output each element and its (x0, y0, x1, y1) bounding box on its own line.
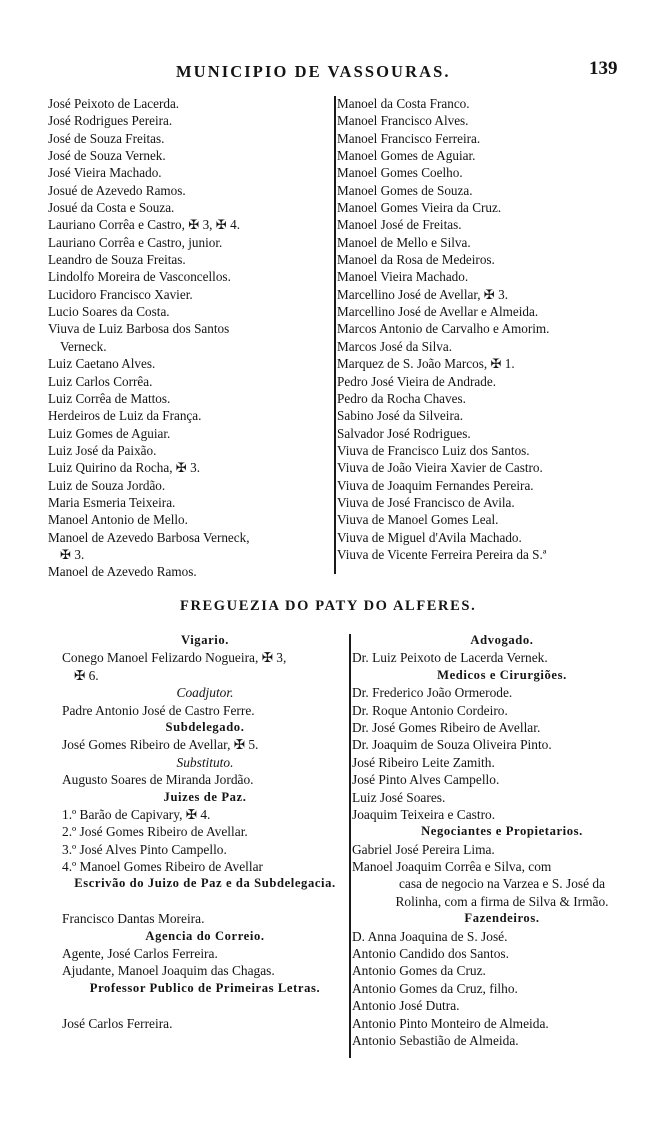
list-item: Antonio Sebastião de Almeida. (352, 1032, 519, 1048)
list-item: Rolinha, com a firma de Silva & Irmão. (395, 893, 609, 909)
list-item: Padre Antonio José de Castro Ferre. (62, 702, 255, 718)
list-item: casa de negocio na Varzea e S. José da (398, 876, 606, 892)
list-item: Lauriano Corrêa e Castro, ✠ 3, ✠ 4. (48, 217, 241, 233)
page-number: 139 (589, 58, 618, 79)
list-item: Viuva de Miguel d'Avila Machado. (337, 529, 522, 545)
list-item: Dr. Joaquim de Souza Oliveira Pinto. (352, 737, 552, 753)
list-item: Salvador José Rodrigues. (337, 425, 471, 441)
list-item: José Pinto Alves Campello. (352, 772, 500, 788)
list-item: José Gomes Ribeiro de Avellar, ✠ 5. (62, 737, 259, 753)
list-item: Francisco Dantas Moreira. (62, 911, 205, 927)
list-item: Viuva de Vicente Ferreira Pereira da S.ª (337, 546, 547, 562)
name-list-right (337, 95, 637, 563)
officials-column (62, 632, 348, 1032)
list-item: Manoel de Azevedo Barbosa Verneck, (48, 529, 250, 545)
list-item: Viuva de Francisco Luiz dos Santos. (337, 442, 530, 458)
list-item: Marcos Antonio de Carvalho e Amorim. (337, 321, 550, 337)
list-item: Gabriel José Pereira Lima. (352, 841, 495, 857)
list-item: Luiz José Soares. (352, 789, 446, 805)
list-item: D. Anna Joaquina de S. José. (352, 928, 508, 944)
list-item: Dr. Frederico João Ormerode. (352, 685, 513, 701)
list-item: Marquez de S. João Marcos, ✠ 1. (337, 356, 515, 372)
list-item: Viuva de João Vieira Xavier de Castro. (337, 460, 543, 476)
list-item: José Vieira Machado. (48, 165, 162, 181)
list-item: Pedro da Rocha Chaves. (337, 390, 466, 406)
list-item: Lindolfo Moreira de Vasconcellos. (48, 269, 231, 285)
list-item: Manoel Antonio de Mello. (48, 512, 188, 528)
list-item: Luiz José da Paixão. (48, 442, 157, 458)
list-item: 4.º Manoel Gomes Ribeiro de Avellar (62, 859, 263, 875)
list-item: Luiz de Souza Jordão. (48, 477, 166, 493)
list-item: Antonio Gomes da Cruz, filho. (352, 980, 518, 996)
list-item: Marcellino José de Avellar, ✠ 3. (337, 286, 509, 302)
list-item: Luiz Carlos Corrêa. (48, 373, 153, 389)
list-item: Antonio Gomes da Cruz. (352, 963, 486, 979)
list-item: Manoel de Azevedo Ramos. (48, 564, 197, 580)
name-list-left (48, 95, 336, 581)
list-item: Dr. José Gomes Ribeiro de Avellar. (352, 719, 541, 735)
list-item: Lucidoro Francisco Xavier. (48, 286, 193, 302)
fazendeiros-heading: Fazendeiros. (464, 911, 540, 926)
list-item: Dr. Roque Antonio Cordeiro. (352, 702, 508, 718)
list-item: José Rodrigues Pereira. (48, 113, 173, 129)
coadjutor-heading: Coadjutor. (176, 685, 234, 701)
list-item: Manoel Gomes Coelho. (337, 165, 463, 181)
list-item: Viuva de Joaquim Fernandes Pereira. (337, 477, 534, 493)
page-header (0, 58, 672, 84)
list-item: Manoel Francisco Ferreira. (337, 130, 481, 146)
list-item: Antonio Candido dos Santos. (352, 946, 509, 962)
list-item: Manoel José de Freitas. (337, 217, 462, 233)
list-item: Manoel Francisco Alves. (337, 113, 469, 129)
escrivao-heading: Escrivão do Juizo de Paz e da Subdelegacia. (74, 876, 336, 891)
list-item: Viuva de José Francisco de Avila. (337, 494, 515, 510)
list-item: Manoel da Rosa de Medeiros. (337, 252, 495, 268)
list-item: Marcos José da Silva. (337, 338, 453, 354)
list-item: Sabino José da Silveira. (337, 408, 463, 424)
list-item: José Carlos Ferreira. (62, 1015, 173, 1031)
list-item: Josué de Azevedo Ramos. (48, 182, 186, 198)
list-item: Luiz Gomes de Aguiar. (48, 425, 171, 441)
list-item: 2.º José Gomes Ribeiro de Avellar. (62, 824, 248, 840)
professor-heading: Professor Publico de Primeiras Letras. (89, 980, 321, 995)
list-item: Lauriano Corrêa e Castro, junior. (48, 234, 223, 250)
list-item: José Peixoto de Lacerda. (48, 96, 180, 111)
list-item: Manoel Joaquim Corrêa e Silva, com (352, 859, 552, 875)
substituto-heading: Substituto. (176, 754, 234, 770)
list-item: Herdeiros de Luiz da França. (48, 408, 202, 424)
subdelegado-heading: Subdelegado. (165, 719, 245, 734)
advogado-heading: Advogado. (470, 633, 534, 647)
list-item: Antonio Pinto Monteiro de Almeida. (352, 1015, 549, 1031)
list-item: Verneck. (60, 338, 107, 354)
professionals-column (352, 632, 652, 1049)
list-item: Dr. Luiz Peixoto de Lacerda Vernek. (352, 650, 548, 666)
vigario-heading: Vigario. (180, 633, 230, 647)
list-item: Luiz Corrêa de Mattos. (48, 390, 171, 406)
correio-heading: Agencia do Correio. (145, 928, 265, 943)
list-item: Conego Manoel Felizardo Nogueira, ✠ 3, (62, 650, 287, 666)
list-item: Lucio Soares da Costa. (48, 304, 170, 320)
negociantes-heading: Negociantes e Propietarios. (421, 824, 583, 839)
list-item: José de Souza Freitas. (48, 130, 165, 146)
column-divider-bottom (349, 634, 351, 1058)
medicos-heading: Medicos e Cirurgiões. (437, 667, 567, 682)
list-item: 1.º Barão de Capivary, ✠ 4. (62, 806, 211, 822)
list-item: Manoel Vieira Machado. (337, 269, 469, 285)
list-item: José de Souza Vernek. (48, 148, 166, 164)
list-item: Augusto Soares de Miranda Jordão. (62, 772, 254, 788)
list-item: Viuva de Manoel Gomes Leal. (337, 512, 499, 528)
section-title: FREGUEZIA DO PATY DO ALFERES. (180, 598, 477, 614)
list-item: Manoel Gomes Vieira da Cruz. (337, 200, 502, 216)
list-item: Antonio José Dutra. (352, 998, 460, 1014)
list-item: Joaquim Teixeira e Castro. (352, 806, 496, 822)
juizes-heading: Juizes de Paz. (163, 789, 247, 804)
list-item: Manoel Gomes de Souza. (337, 182, 473, 198)
list-item: Viuva de Luiz Barbosa dos Santos (48, 321, 230, 337)
list-item: Ajudante, Manoel Joaquim das Chagas. (62, 963, 275, 979)
list-item: Luiz Caetano Alves. (48, 356, 156, 372)
list-item: ✠ 3. (60, 546, 85, 562)
list-item: Leandro de Souza Freitas. (48, 252, 186, 268)
list-item: Agente, José Carlos Ferreira. (62, 946, 218, 962)
page-title: MUNICIPIO DE VASSOURAS. (176, 62, 451, 81)
list-item: Marcellino José de Avellar e Almeida. (337, 304, 539, 320)
list-item: Manoel Gomes de Aguiar. (337, 148, 476, 164)
list-item: Manoel da Costa Franco. (337, 96, 470, 111)
list-item: Luiz Quirino da Rocha, ✠ 3. (48, 460, 201, 476)
list-item: Maria Esmeria Teixeira. (48, 494, 176, 510)
list-item: ✠ 6. (74, 667, 99, 683)
list-item: Josué da Costa e Souza. (48, 200, 175, 216)
list-item: Pedro José Vieira de Andrade. (337, 373, 497, 389)
list-item: Manoel de Mello e Silva. (337, 234, 471, 250)
list-item: 3.º José Alves Pinto Campello. (62, 841, 227, 857)
list-item: José Ribeiro Leite Zamith. (352, 754, 495, 770)
